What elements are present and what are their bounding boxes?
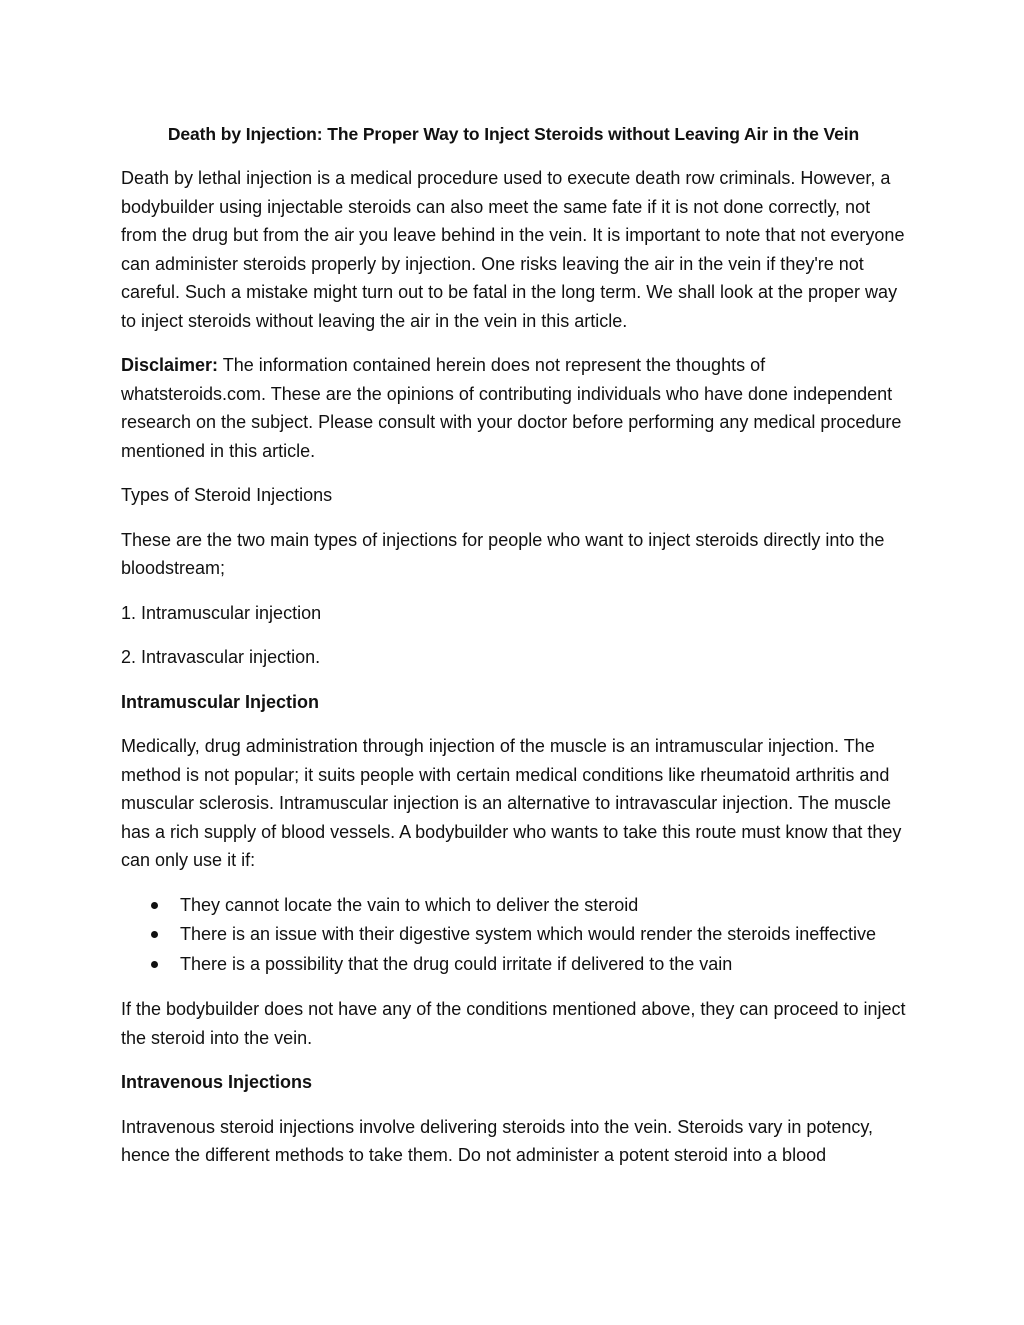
list-item: [121, 891, 906, 921]
bullet-icon: [151, 902, 158, 909]
intro-paragraph: Death by lethal injection is a medical procedure used to execute death row criminals. However, a bodybuilder using injectable steroids can also meet the same fate if it is not done correctly, not from the drug but from the air you leave behind in the vein. It is important to note that not everyone can administer steroids properly by injection. One risks leaving the air in the vein if they're not careful. Such a mistake might turn out to be fatal in the long term. We shall look at the proper way to inject steroids without leaving the air in the vein in this article.: [121, 168, 905, 331]
list-item: [121, 920, 906, 950]
bullet-icon: [151, 961, 158, 968]
list-item-text: There is an issue with their digestive system which would render the steroids ineffective: [180, 924, 876, 944]
types-heading: Types of Steroid Injections: [121, 485, 333, 505]
type-item-1: 1. Intramuscular injection: [121, 602, 322, 623]
intravenous-heading: Intravenous Injections: [121, 1072, 313, 1092]
disclaimer-text: The information contained herein does not represent the thoughts of whatsteroids.com. These are the opinions of contributing individuals who have done independent research on the subject. Please consult with your doctor before performing any medical procedure mentioned in this article.: [121, 355, 902, 461]
disclaimer-label: Disclaimer:: [121, 355, 219, 375]
intravenous-paragraph: Intravenous steroid injections involve delivering steroids into the vein. Steroids vary in potency, hence the different methods to take them. Do not administer a potent steroid into a blood: [121, 1116, 874, 1165]
list-item: [121, 950, 906, 980]
disclaimer-paragraph: [121, 351, 906, 465]
document-page: [121, 120, 906, 1186]
list-item-text: There is a possibility that the drug could irritate if delivered to the vain: [180, 953, 733, 974]
intramuscular-heading: Intramuscular Injection: [121, 691, 320, 712]
intramuscular-paragraph: Medically, drug administration through injection of the muscle is an intramuscular injection. The method is not popular; it suits people with certain medical conditions like rheumatoid arthritis and muscular sclerosis. Intramuscular injection is an alternative to intravascular injection. The muscle has a rich supply of blood vessels. A bodybuilder who wants to take this route must know that they can only use it if:: [121, 736, 902, 870]
document-title: Death by Injection: The Proper Way to Inject Steroids without Leaving Air in the Vein: [167, 124, 860, 144]
conditions-list: [121, 891, 906, 980]
types-intro-paragraph: These are the two main types of injections for people who want to inject steroids directly into the bloodstream;: [121, 529, 885, 578]
list-item-text: They cannot locate the vain to which to deliver the steroid: [180, 894, 639, 915]
conditions-followup-paragraph: If the bodybuilder does not have any of the conditions mentioned above, they can proceed to inject the steroid into the vein.: [121, 999, 906, 1048]
bullet-icon: [151, 931, 158, 938]
type-item-2: 2. Intravascular injection.: [121, 647, 321, 667]
